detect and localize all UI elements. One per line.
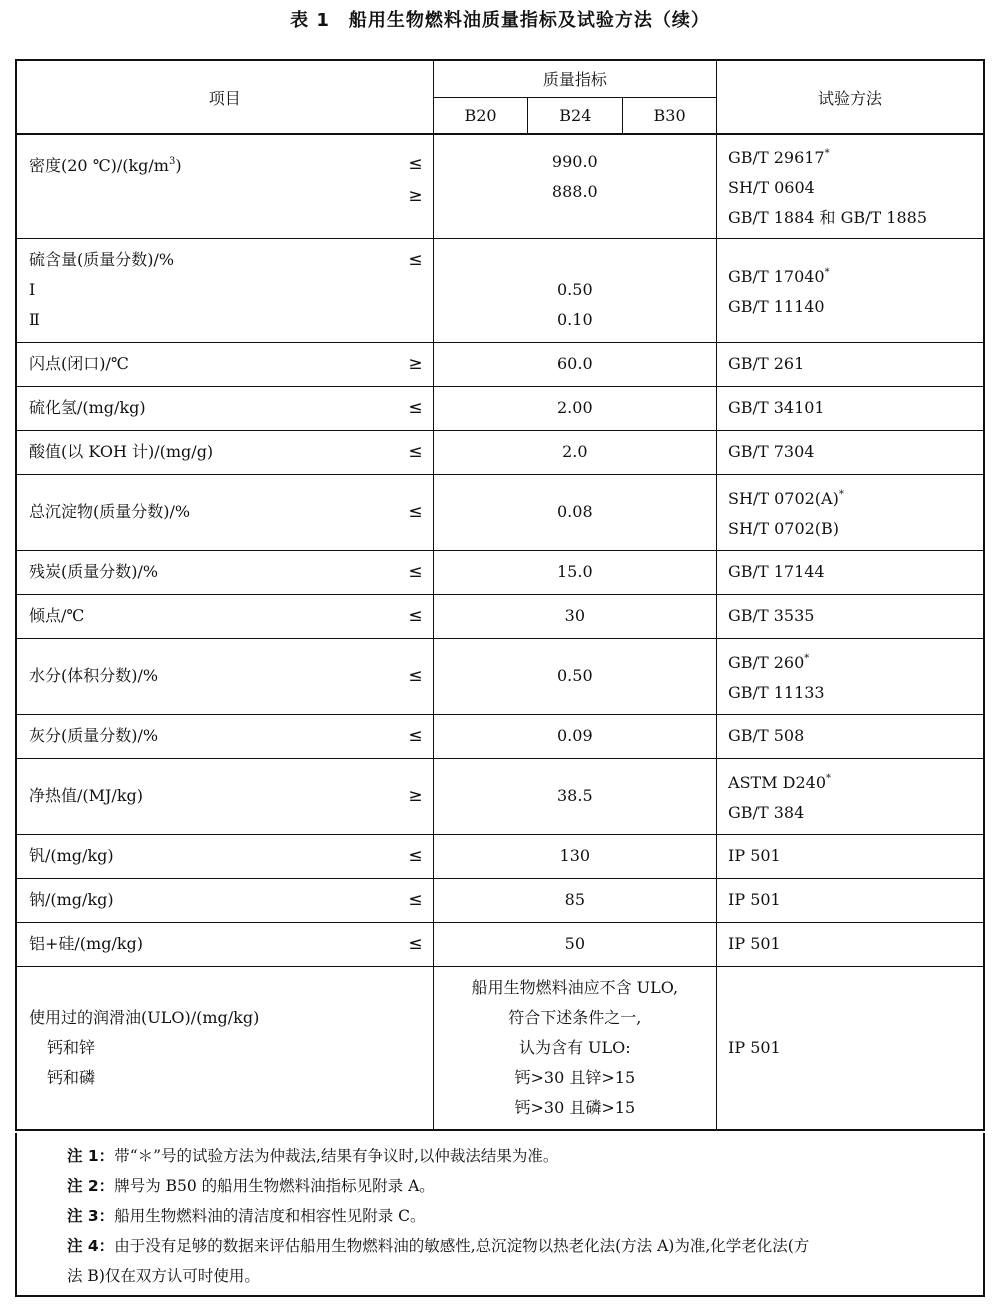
method-cell: ASTM D240* GB/T 384 bbox=[717, 758, 984, 834]
le-icon: ≤ bbox=[408, 442, 423, 462]
notes-section bbox=[15, 1133, 985, 1297]
item-cell bbox=[16, 386, 433, 430]
item-cell bbox=[16, 834, 433, 878]
value-cell: 2.00 bbox=[433, 386, 716, 430]
item-label: 密度(20 ℃)/(kg/m bbox=[29, 156, 169, 175]
item-cell bbox=[16, 474, 433, 550]
table-row bbox=[16, 594, 984, 638]
item-cell bbox=[16, 594, 433, 638]
method-cell: IP 501 bbox=[717, 966, 984, 1130]
method-cell: GB/T 34101 bbox=[717, 386, 984, 430]
method-cell: GB/T 261 bbox=[717, 342, 984, 386]
value-cell: 30 bbox=[433, 594, 716, 638]
ge-icon: ≥ bbox=[408, 786, 423, 806]
item-label: 硫含量(质量分数)/% bbox=[29, 250, 175, 269]
table-row bbox=[16, 638, 984, 714]
note-1: 注 1：带“＊”号的试验方法为仲裁法,结果有争议时,以仲裁法结果为准。 bbox=[67, 1147, 559, 1165]
item-label: 闪点(闭口)/℃ bbox=[29, 354, 129, 373]
le-icon: ≤ bbox=[408, 606, 423, 626]
item-cell bbox=[16, 878, 433, 922]
table-row bbox=[16, 966, 984, 1130]
item-label: 铝+硅/(mg/kg) bbox=[29, 934, 144, 953]
le-icon: ≤ bbox=[408, 666, 423, 686]
table-row bbox=[16, 474, 984, 550]
value-cell: 船用生物燃料油应不含 ULO, 符合下述条件之一, 认为含有 ULO: 钙>30 且锌>15 钙>30 且磷>15 bbox=[433, 966, 716, 1130]
header-item: 项目 bbox=[16, 60, 433, 134]
item-cell: 使用过的润滑油(ULO)/(mg/kg) 钙和锌 钙和磷 bbox=[16, 966, 433, 1130]
item-cell bbox=[16, 714, 433, 758]
item-label: 灰分(质量分数)/% bbox=[29, 726, 159, 745]
ge-icon: ≥ bbox=[408, 354, 423, 374]
method-cell: GB/T 508 bbox=[717, 714, 984, 758]
le-icon: ≤ bbox=[408, 890, 423, 910]
item-cell: 密度(20 $℃)/(kg/m^3)$ ≤ ≥ bbox=[16, 134, 433, 238]
note-4: 注 4：由于没有足够的数据来评估船用生物燃料油的敏感性,总沉淀物以热老化法(方法 A)为准,化学老化法(方 法 B)仅在双方认可时使用。 bbox=[67, 1237, 810, 1285]
item-cell bbox=[16, 550, 433, 594]
table-title: 表 1 船用生物燃料油质量指标及试验方法（续） bbox=[290, 10, 710, 31]
method-cell: IP 501 bbox=[717, 834, 984, 878]
item-label: 倾点/℃ bbox=[29, 606, 85, 625]
item-label: 水分(体积分数)/% bbox=[29, 666, 159, 685]
value-cell: 0.09 bbox=[433, 714, 716, 758]
value-cell: 2.0 bbox=[433, 430, 716, 474]
value-cell: 0.50 0.10 bbox=[433, 238, 716, 342]
method-cell: GB/T 17040* GB/T 11140 bbox=[717, 238, 984, 342]
item-label: 钒/(mg/kg) bbox=[29, 846, 114, 865]
table-row bbox=[16, 834, 984, 878]
value-cell: 15.0 bbox=[433, 550, 716, 594]
header-quality: 质量指标 bbox=[433, 60, 716, 97]
table-row bbox=[16, 714, 984, 758]
item-label: 硫化氢/(mg/kg) bbox=[29, 398, 146, 417]
value-cell: 85 bbox=[433, 878, 716, 922]
value-cell: 50 bbox=[433, 922, 716, 966]
item-cell: 硫含量(质量分数)/% ≤ Ⅰ Ⅱ bbox=[16, 238, 433, 342]
table-row bbox=[16, 238, 984, 342]
item-label: 酸值(以 KOH 计)/(mg/g) bbox=[29, 442, 214, 461]
item-label: 使用过的润滑油(ULO)/(mg/kg) bbox=[29, 1007, 260, 1027]
method-cell: GB/T 260* GB/T 11133 bbox=[717, 638, 984, 714]
item-label: 总沉淀物(质量分数)/% bbox=[29, 502, 191, 521]
item-label: 净热值/(MJ/kg) bbox=[29, 786, 144, 805]
table-row bbox=[16, 134, 984, 238]
table-row bbox=[16, 430, 984, 474]
table-row bbox=[16, 922, 984, 966]
method-cell: GB/T 7304 bbox=[717, 430, 984, 474]
le-icon: ≤ bbox=[408, 846, 423, 866]
method-cell: GB/T 29617* SH/T 0604 GB/T 1884 和 GB/T 1885 bbox=[717, 134, 984, 238]
table-row bbox=[16, 758, 984, 834]
le-icon: ≤ bbox=[408, 726, 423, 746]
table-row bbox=[16, 386, 984, 430]
le-icon: ≤ bbox=[408, 502, 423, 522]
value-cell: 60.0 bbox=[433, 342, 716, 386]
le-icon: ≤ bbox=[408, 398, 423, 418]
method-cell: GB/T 17144 bbox=[717, 550, 984, 594]
note-3: 注 3：船用生物燃料油的清洁度和相容性见附录 C。 bbox=[67, 1207, 426, 1225]
method-cell: IP 501 bbox=[717, 878, 984, 922]
le-icon: ≤ bbox=[408, 562, 423, 582]
item-cell bbox=[16, 638, 433, 714]
method-cell: SH/T 0702(A)* SH/T 0702(B) bbox=[717, 474, 984, 550]
le-icon: ≤ bbox=[408, 250, 423, 270]
table-row bbox=[16, 550, 984, 594]
value-cell: 0.08 bbox=[433, 474, 716, 550]
item-cell bbox=[16, 342, 433, 386]
note-2: 注 2：牌号为 B50 的船用生物燃料油指标见附录 A。 bbox=[67, 1177, 435, 1195]
item-cell bbox=[16, 758, 433, 834]
header-grade-b30: B30 bbox=[623, 97, 717, 134]
ge-icon: ≥ bbox=[408, 186, 423, 206]
value-cell: 0.50 bbox=[433, 638, 716, 714]
value-cell: 38.5 bbox=[433, 758, 716, 834]
item-label: 残炭(质量分数)/% bbox=[29, 562, 159, 581]
table-row bbox=[16, 342, 984, 386]
le-icon: ≤ bbox=[408, 934, 423, 954]
item-cell bbox=[16, 430, 433, 474]
header-grade-b20: B20 bbox=[433, 97, 528, 134]
le-icon: ≤ bbox=[408, 154, 423, 174]
item-cell bbox=[16, 922, 433, 966]
method-cell: GB/T 3535 bbox=[717, 594, 984, 638]
table-row bbox=[16, 878, 984, 922]
value-cell: 990.0 888.0 bbox=[433, 134, 716, 238]
value-cell: 130 bbox=[433, 834, 716, 878]
quality-spec-table bbox=[15, 59, 985, 1131]
header-method: 试验方法 bbox=[717, 60, 984, 134]
method-cell: IP 501 bbox=[717, 922, 984, 966]
item-label: 钠/(mg/kg) bbox=[29, 890, 114, 909]
header-grade-b24: B24 bbox=[528, 97, 623, 134]
